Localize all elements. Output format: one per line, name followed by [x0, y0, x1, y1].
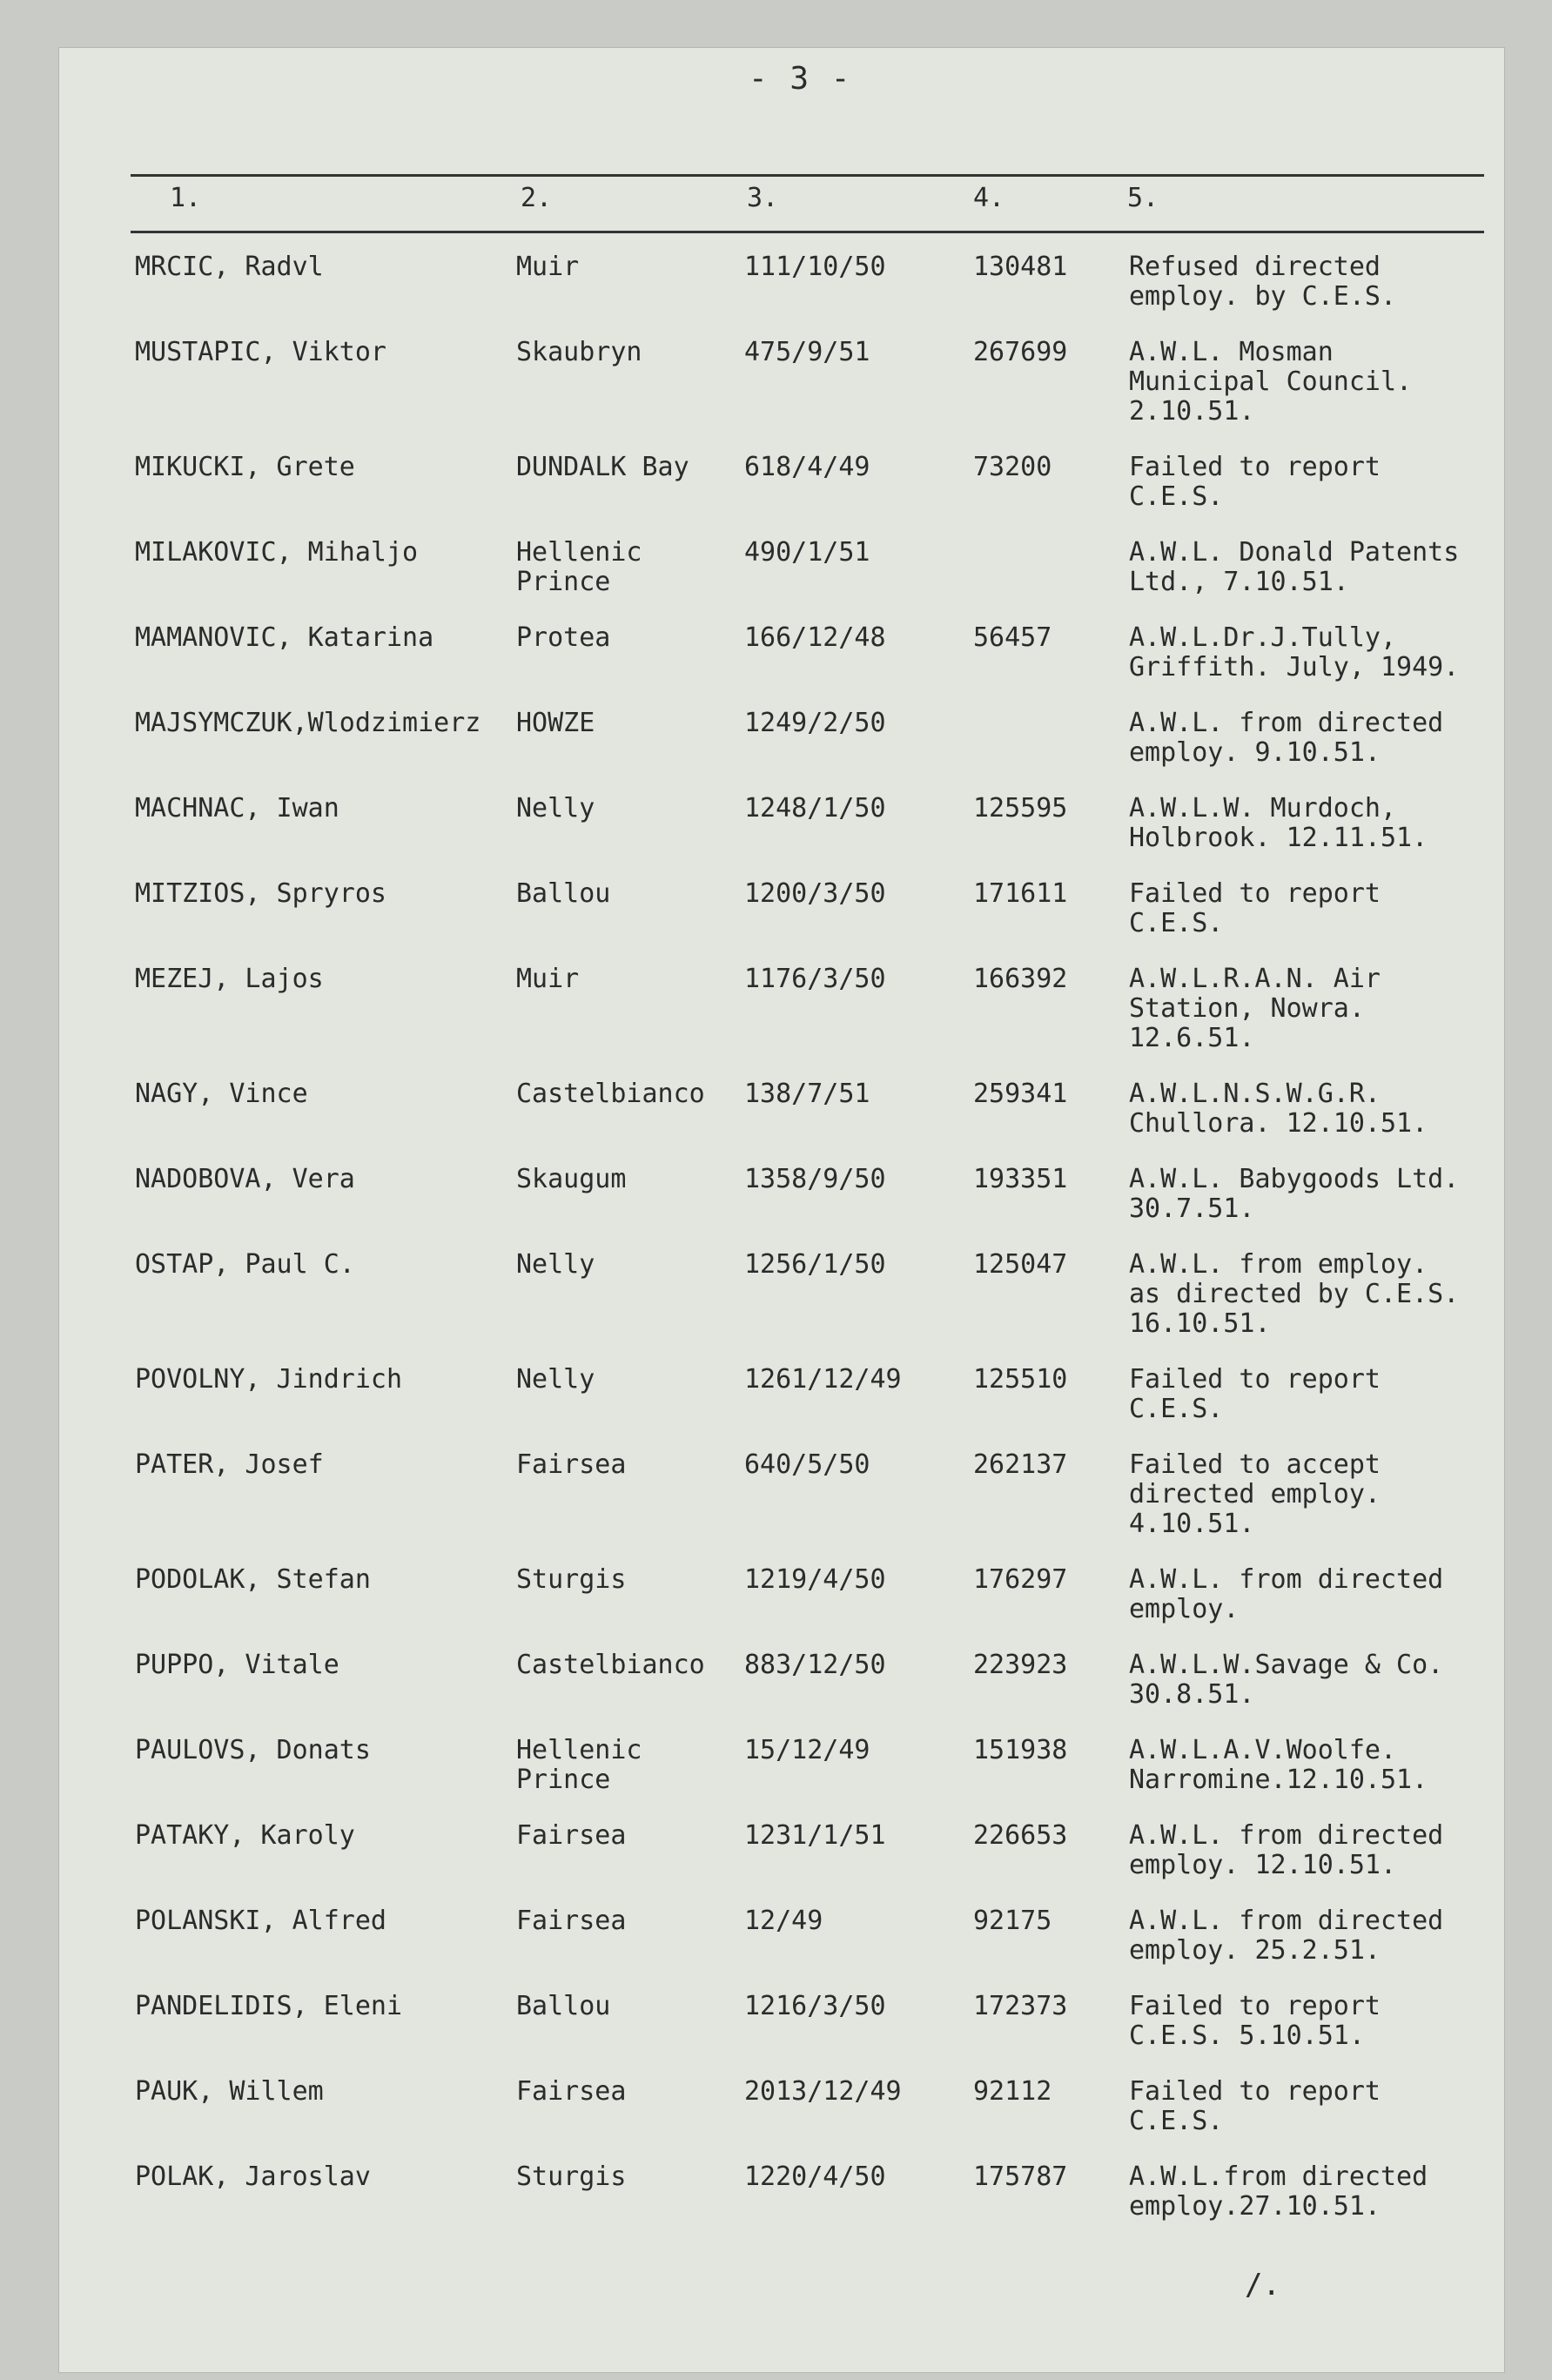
ship-name-cell: Fairsea: [516, 2076, 627, 2107]
person-name-cell: PATER, Josef: [135, 1449, 324, 1480]
id-number-cell: 223923: [973, 1650, 1068, 1680]
ship-name-cell: Skaugum: [516, 1164, 627, 1194]
person-name-cell: PATAKY, Karoly: [135, 1820, 355, 1851]
person-name-cell: MILAKOVIC, Mihaljo: [135, 537, 419, 568]
person-name-cell: POLAK, Jaroslav: [135, 2161, 371, 2192]
ship-name-cell: HOWZE: [516, 708, 595, 738]
remarks-cell: A.W.L.W. Murdoch, Holbrook. 12.11.51.: [1129, 793, 1428, 853]
ship-name-cell: Fairsea: [516, 1906, 627, 1936]
id-number-cell: 175787: [973, 2161, 1068, 2192]
id-number-cell: 226653: [973, 1820, 1068, 1851]
id-number-cell: 259341: [973, 1079, 1068, 1109]
remarks-cell: A.W.L.Dr.J.Tully, Griffith. July, 1949.: [1129, 622, 1460, 682]
reference-number-cell: 1249/2/50: [744, 708, 886, 738]
remarks-cell: A.W.L. from directed employ.: [1129, 1564, 1444, 1624]
person-name-cell: MIKUCKI, Grete: [135, 452, 355, 482]
column-header-4: 4.: [973, 183, 1005, 213]
remarks-cell: A.W.L.N.S.W.G.R. Chullora. 12.10.51.: [1129, 1079, 1428, 1139]
id-number-cell: 125047: [973, 1249, 1068, 1280]
person-name-cell: MRCIC, Radvl: [135, 252, 324, 282]
id-number-cell: 176297: [973, 1564, 1068, 1595]
id-number-cell: 92175: [973, 1906, 1052, 1936]
ship-name-cell: Skaubryn: [516, 337, 642, 367]
person-name-cell: MAJSYMCZUK,Wlodzimierz: [135, 708, 481, 738]
ship-name-cell: Fairsea: [516, 1449, 627, 1480]
page-number: - 3 -: [749, 61, 852, 97]
ship-name-cell: Fairsea: [516, 1820, 627, 1851]
ship-name-cell: Hellenic Prince: [516, 1735, 642, 1795]
person-name-cell: NAGY, Vince: [135, 1079, 308, 1109]
person-name-cell: MACHNAC, Iwan: [135, 793, 339, 824]
id-number-cell: 56457: [973, 622, 1052, 653]
ship-name-cell: Muir: [516, 964, 580, 994]
person-name-cell: PUPPO, Vitale: [135, 1650, 339, 1680]
ship-name-cell: Sturgis: [516, 1564, 627, 1595]
ship-name-cell: Hellenic Prince: [516, 537, 642, 597]
id-number-cell: 267699: [973, 337, 1068, 367]
id-number-cell: 172373: [973, 1991, 1068, 2021]
remarks-cell: A.W.L. from employ. as directed by C.E.S. 16.10.51.: [1129, 1249, 1460, 1339]
remarks-cell: A.W.L. Donald Patents Ltd., 7.10.51.: [1129, 537, 1460, 597]
column-header-1: 1.: [170, 183, 202, 213]
reference-number-cell: 883/12/50: [744, 1650, 886, 1680]
ship-name-cell: Nelly: [516, 1364, 595, 1395]
reference-number-cell: 1261/12/49: [744, 1364, 902, 1395]
reference-number-cell: 1256/1/50: [744, 1249, 886, 1280]
column-header-row: [0, 183, 1552, 225]
column-header-5: 5.: [1127, 183, 1159, 213]
id-number-cell: 130481: [973, 252, 1068, 282]
remarks-cell: A.W.L. from directed employ. 12.10.51.: [1129, 1820, 1444, 1880]
header-rule-bottom: [131, 231, 1484, 233]
id-number-cell: 193351: [973, 1164, 1068, 1194]
column-header-3: 3.: [747, 183, 779, 213]
remarks-cell: A.W.L. from directed employ. 9.10.51.: [1129, 708, 1444, 768]
ship-name-cell: Castelbianco: [516, 1650, 705, 1680]
id-number-cell: 125510: [973, 1364, 1068, 1395]
reference-number-cell: 640/5/50: [744, 1449, 870, 1480]
reference-number-cell: 1231/1/51: [744, 1820, 886, 1851]
person-name-cell: PODOLAK, Stefan: [135, 1564, 371, 1595]
id-number-cell: 92112: [973, 2076, 1052, 2107]
remarks-cell: Refused directed employ. by C.E.S.: [1129, 252, 1397, 312]
reference-number-cell: 1176/3/50: [744, 964, 886, 994]
remarks-cell: A.W.L.R.A.N. Air Station, Nowra. 12.6.51.: [1129, 964, 1381, 1053]
remarks-cell: A.W.L. from directed employ. 25.2.51.: [1129, 1906, 1444, 1966]
ship-name-cell: DUNDALK Bay: [516, 452, 689, 482]
ship-name-cell: Muir: [516, 252, 580, 282]
reference-number-cell: 111/10/50: [744, 252, 886, 282]
remarks-cell: Failed to report C.E.S.: [1129, 1364, 1381, 1424]
reference-number-cell: 1200/3/50: [744, 878, 886, 909]
ship-name-cell: Nelly: [516, 1249, 595, 1280]
id-number-cell: 151938: [973, 1735, 1068, 1765]
header-rule-top: [131, 174, 1484, 177]
reference-number-cell: 138/7/51: [744, 1079, 870, 1109]
person-name-cell: MITZIOS, Spryros: [135, 878, 386, 909]
id-number-cell: 125595: [973, 793, 1068, 824]
reference-number-cell: 490/1/51: [744, 537, 870, 568]
id-number-cell: 171611: [973, 878, 1068, 909]
person-name-cell: MAMANOVIC, Katarina: [135, 622, 434, 653]
remarks-cell: A.W.L.A.V.Woolfe. Narromine.12.10.51.: [1129, 1735, 1428, 1795]
remarks-cell: Failed to accept directed employ. 4.10.51.: [1129, 1449, 1381, 1539]
reference-number-cell: 12/49: [744, 1906, 823, 1936]
id-number-cell: 73200: [973, 452, 1052, 482]
reference-number-cell: 1220/4/50: [744, 2161, 886, 2192]
ship-name-cell: Ballou: [516, 878, 611, 909]
reference-number-cell: 618/4/49: [744, 452, 870, 482]
ship-name-cell: Sturgis: [516, 2161, 627, 2192]
reference-number-cell: 1358/9/50: [744, 1164, 886, 1194]
reference-number-cell: 15/12/49: [744, 1735, 870, 1765]
remarks-cell: Failed to report C.E.S. 5.10.51.: [1129, 1991, 1381, 2051]
person-name-cell: PAUK, Willem: [135, 2076, 324, 2107]
column-header-2: 2.: [521, 183, 553, 213]
person-name-cell: MUSTAPIC, Viktor: [135, 337, 386, 367]
person-name-cell: MEZEJ, Lajos: [135, 964, 324, 994]
ship-name-cell: Castelbianco: [516, 1079, 705, 1109]
remarks-cell: Failed to report C.E.S.: [1129, 2076, 1381, 2136]
ship-name-cell: Ballou: [516, 1991, 611, 2021]
remarks-cell: Failed to report C.E.S.: [1129, 878, 1381, 938]
reference-number-cell: 1219/4/50: [744, 1564, 886, 1595]
id-number-cell: 262137: [973, 1449, 1068, 1480]
ship-name-cell: Nelly: [516, 793, 595, 824]
reference-number-cell: 1248/1/50: [744, 793, 886, 824]
person-name-cell: OSTAP, Paul C.: [135, 1249, 355, 1280]
id-number-cell: 166392: [973, 964, 1068, 994]
reference-number-cell: 1216/3/50: [744, 1991, 886, 2021]
person-name-cell: NADOBOVA, Vera: [135, 1164, 355, 1194]
remarks-cell: A.W.L. Mosman Municipal Council. 2.10.51.: [1129, 337, 1413, 427]
ship-name-cell: Protea: [516, 622, 611, 653]
remarks-cell: A.W.L.from directed employ.27.10.51.: [1129, 2161, 1428, 2222]
remarks-cell: Failed to report C.E.S.: [1129, 452, 1381, 512]
remarks-cell: A.W.L. Babygoods Ltd. 30.7.51.: [1129, 1164, 1460, 1224]
person-name-cell: POLANSKI, Alfred: [135, 1906, 386, 1936]
remarks-cell: A.W.L.W.Savage & Co. 30.8.51.: [1129, 1650, 1444, 1710]
reference-number-cell: 2013/12/49: [744, 2076, 902, 2107]
end-mark: /.: [1245, 2268, 1280, 2303]
person-name-cell: PAULOVS, Donats: [135, 1735, 371, 1765]
reference-number-cell: 166/12/48: [744, 622, 886, 653]
person-name-cell: PANDELIDIS, Eleni: [135, 1991, 403, 2021]
person-name-cell: POVOLNY, Jindrich: [135, 1364, 403, 1395]
reference-number-cell: 475/9/51: [744, 337, 870, 367]
